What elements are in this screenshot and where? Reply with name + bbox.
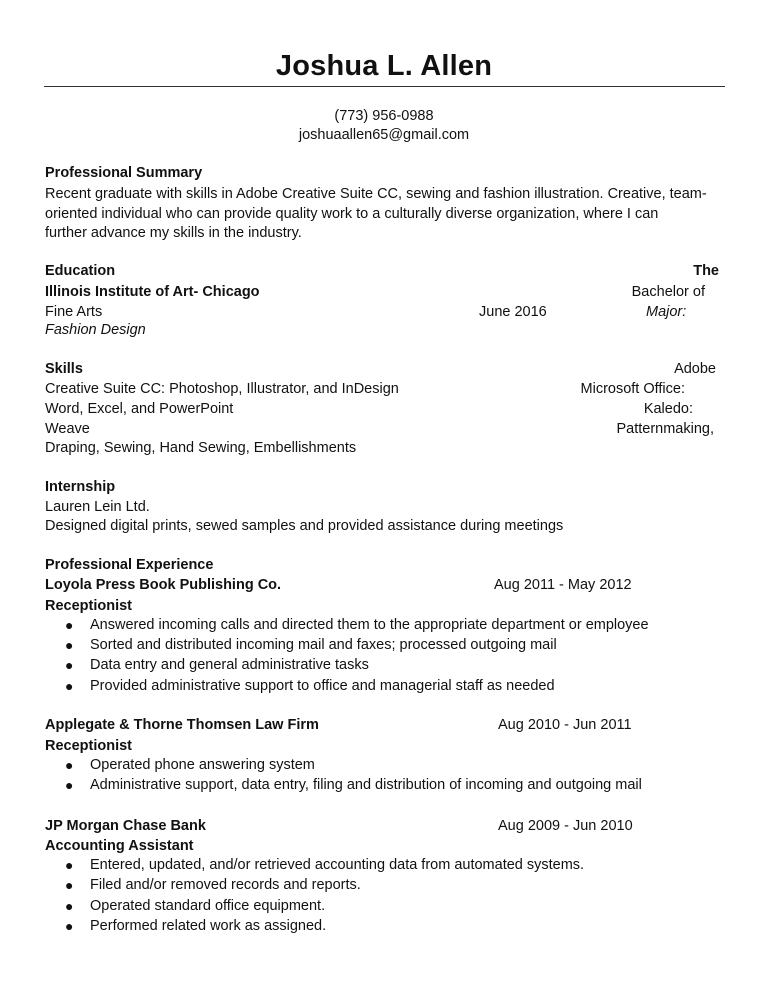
summary-line: further advance my skills in the industry. [45,225,302,241]
skill-value-patternmaking: Draping, Sewing, Hand Sewing, Embellishments [45,440,357,456]
skill-value-adobe: Creative Suite CC: Photoshop, Illustrator, and InDesign [45,381,399,397]
skills-heading: Skills [45,361,83,377]
job-bullet: Operated phone answering system [90,757,315,773]
bullet-icon: ● [65,678,74,694]
major-value: Fashion Design [45,322,146,338]
job-dates: Aug 2011 - May 2012 [494,577,632,593]
job-bullet: Sorted and distributed incoming mail and faxes; processed outgoing mail [90,637,557,653]
bullet-icon: ● [65,898,74,914]
candidate-name: Joshua L. Allen [275,50,493,82]
job-company: Applegate & Thorne Thomsen Law Firm [45,717,319,733]
skill-label-kaledo: Kaledo: [643,401,693,417]
school-name: Illinois Institute of Art- Chicago [45,284,260,300]
job-bullet: Operated standard office equipment. [90,898,326,914]
internship-description: Designed digital prints, sewed samples and provided assistance during meetings [45,518,564,534]
bullet-icon: ● [65,877,74,893]
graduation-date: June 2016 [479,304,547,320]
bullet-icon: ● [65,918,74,934]
summary-line: Recent graduate with skills in Adobe Creative Suite CC, sewing and fashion illustration. Creative, team- [45,186,707,202]
bullet-icon: ● [65,637,74,653]
education-heading-right: The [693,263,719,279]
bullet-icon: ● [65,617,74,633]
bullet-icon: ● [65,657,74,673]
major-label: Major: [646,304,687,320]
summary-line: oriented individual who can provide quality work to a culturally diverse organization, where I can [45,206,659,222]
skill-label-office: Microsoft Office: [580,381,685,397]
header-divider [44,86,725,87]
bullet-icon: ● [65,777,74,793]
job-company: Loyola Press Book Publishing Co. [45,577,282,593]
experience-heading: Professional Experience [45,557,214,573]
job-title: Receptionist [45,598,133,614]
summary-heading: Professional Summary [45,165,203,181]
internship-company: Lauren Lein Ltd. [45,499,150,515]
job-bullet: Administrative support, data entry, filing and distribution of incoming and outgoing mail [90,777,642,793]
skill-value-office: Word, Excel, and PowerPoint [45,401,234,417]
education-heading: Education [45,263,116,279]
job-company: JP Morgan Chase Bank [45,818,206,834]
job-bullet: Filed and/or removed records and reports. [90,877,361,893]
job-dates: Aug 2009 - Jun 2010 [498,818,633,834]
job-title: Accounting Assistant [45,838,194,854]
phone-number: (773) 956-0988 [334,108,434,124]
skill-label-patternmaking: Patternmaking, [616,421,714,437]
degree-field: Fine Arts [45,304,103,320]
bullet-icon: ● [65,857,74,873]
job-bullet: Answered incoming calls and directed them to the appropriate department or employee [90,617,649,633]
internship-heading: Internship [45,479,116,495]
job-bullet: Entered, updated, and/or retrieved accounting data from automated systems. [90,857,585,873]
degree-label: Bachelor of [631,284,705,300]
job-dates: Aug 2010 - Jun 2011 [498,717,632,733]
job-bullet: Performed related work as assigned. [90,918,327,934]
job-title: Receptionist [45,738,133,754]
job-bullet: Data entry and general administrative tasks [90,657,369,673]
skill-label-adobe: Adobe [674,361,716,377]
bullet-icon: ● [65,757,74,773]
email-address: joshuaallen65@gmail.com [298,127,470,143]
skill-value-kaledo: Weave [45,421,90,437]
job-bullet: Provided administrative support to office and managerial staff as needed [90,678,555,694]
